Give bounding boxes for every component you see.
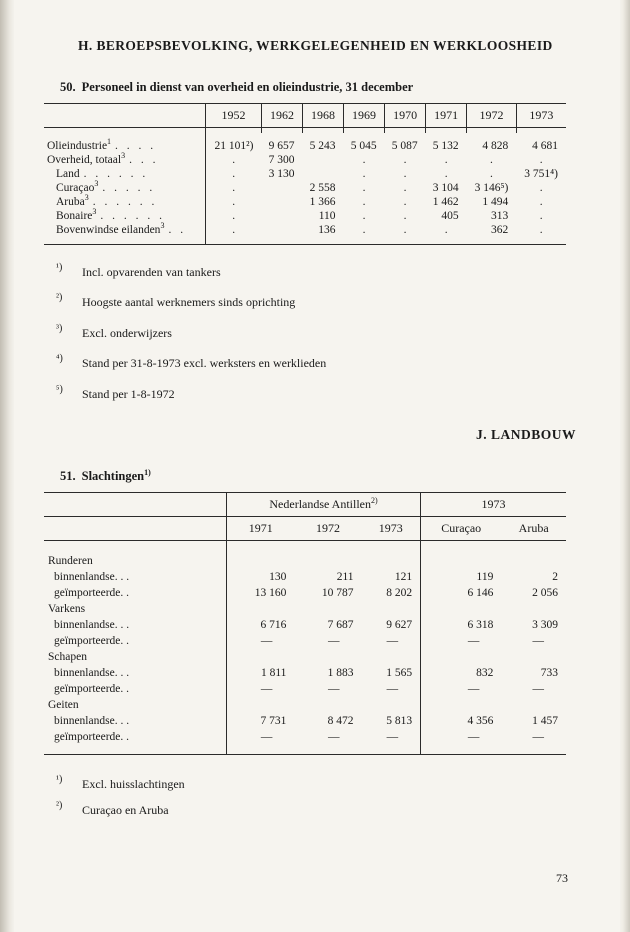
table-51-col-1971: 1971 <box>227 516 295 540</box>
footnote <box>56 292 580 310</box>
table-row-group-header <box>44 553 566 569</box>
table-row: Bonaire$^3$ . . . . . . . 110 . . 405 313 . <box>44 209 566 223</box>
table-51-title-footnote: 1) <box>144 467 151 477</box>
table-50-col-1952: 1952 <box>206 104 262 128</box>
table-row: Bovenwindse eilanden$^3$ . . . 136 . . . 362 . <box>44 223 566 237</box>
footnote-marker: ¹) <box>56 773 63 785</box>
row-label: geïmporteerde. . <box>54 634 130 647</box>
row-label: binnenlandse. . . <box>54 618 130 631</box>
table-row: binnenlandse. . . 6 716 7 687 9 627 6 318 3 309 <box>44 617 566 633</box>
table-row: binnenlandse. . . 7 731 8 472 5 813 4 356 1 457 <box>44 713 566 729</box>
table-51-col-1973: 1973 <box>362 516 421 540</box>
table-row: Aruba$^3$ . . . . . . . 1 366 . . 1 462 1 494 . <box>44 195 566 209</box>
group-label: Schapen <box>48 650 87 663</box>
table-51-column-header-row <box>44 516 566 540</box>
page-title: H. BEROEPSBEVOLKING, WERKGELEGENHEID EN WERKLOOSHEID <box>78 38 553 53</box>
row-label: Bonaire$^3$ . . . . . . <box>56 207 166 222</box>
table-51-bottom-rule <box>44 745 566 755</box>
footnote-marker: ²) <box>56 800 63 812</box>
table-50-title: Personeel in dienst van overheid en olieindustrie, 31 december <box>81 80 414 94</box>
table-row: geïmporteerde. . — — — — — <box>44 633 566 649</box>
table-50 <box>44 103 566 245</box>
footnote <box>56 773 580 791</box>
group-label: Varkens <box>48 602 86 615</box>
footnote-marker: ¹) <box>56 262 63 273</box>
table-51 <box>44 492 566 755</box>
row-label: geïmporteerde. . <box>54 586 130 599</box>
page-sheet <box>14 0 620 932</box>
row-label: Overheid, totaal$^3$ . . . <box>47 151 159 166</box>
footnote <box>56 383 580 401</box>
row-label: Curaçao$^3$ . . . . . <box>56 179 156 194</box>
table-50-col-1973: 1973 <box>516 104 566 128</box>
row-label: Land . . . . . . <box>56 168 149 180</box>
footnote-text: Incl. opvarenden van tankers <box>82 265 221 279</box>
row-label: Aruba$^3$ . . . . . . <box>56 193 158 208</box>
table-row: Curaçao$^3$ . . . . . . 2 558 . . 3 104 3 146⁵) . <box>44 181 566 195</box>
table-50-caption <box>60 80 580 95</box>
table-50-header-row <box>44 104 566 128</box>
table-50-col-1971: 1971 <box>426 104 467 128</box>
table-51-number: 51. <box>60 468 76 483</box>
page-number: 73 <box>556 871 568 885</box>
row-label: binnenlandse. . . <box>54 570 130 583</box>
table-row: geïmporteerde. . — — — — — <box>44 681 566 697</box>
table-50-col-1962: 1962 <box>261 104 302 128</box>
table-row-group-header <box>44 601 566 617</box>
table-51-group-header-row <box>44 492 566 516</box>
table-row: Land . . . . . . . 3 130 . . . . 3 751⁴) <box>44 167 566 181</box>
table-51-caption <box>60 469 580 484</box>
footnote-text: Curaçao en Aruba <box>82 803 169 818</box>
row-label: geïmporteerde. . <box>54 730 130 743</box>
footnote-text: Stand per 1-8-1972 <box>82 386 175 401</box>
table-50-bottom-rule <box>44 237 566 245</box>
footnote-marker: ⁵) <box>56 383 63 395</box>
table-50-col-1970: 1970 <box>385 104 426 128</box>
table-51-group-antillen: Nederlandse Antillen$^{2)}$ <box>227 492 421 516</box>
table-50-col-1968: 1968 <box>302 104 343 128</box>
table-row-group-header <box>44 649 566 665</box>
footnote-text: Excl. huisslachtingen <box>82 776 185 791</box>
table-51-col-aruba: Aruba <box>501 516 566 540</box>
table-51-col-curacao: Curaçao <box>421 516 502 540</box>
footnote-marker: ³) <box>56 322 63 334</box>
table-50-footnotes <box>56 262 580 401</box>
footnote-text: Hoogste aantal werknemers sinds oprichting <box>82 295 296 310</box>
page-content <box>47 30 580 830</box>
row-label: Olieindustrie$^1$ . . . . <box>47 137 157 152</box>
table-50-number: 50. <box>60 80 76 94</box>
table-row: binnenlandse. . . 1 811 1 883 1 565 832 733 <box>44 665 566 681</box>
table-51-footnotes <box>56 773 580 818</box>
table-50-col-1969: 1969 <box>344 104 385 128</box>
table-51-col-1972: 1972 <box>294 516 361 540</box>
row-label: binnenlandse. . . <box>54 666 130 679</box>
footnote-marker: ⁴) <box>56 353 63 365</box>
table-row: geïmporteerde. . 13 160 10 787 8 202 6 146 2 056 <box>44 585 566 601</box>
table-51-blank <box>44 516 227 540</box>
table-51-group-1973: 1973 <box>421 492 566 516</box>
footnote-text: Stand per 31-8-1973 excl. werksters en werklieden <box>82 356 327 371</box>
row-label: binnenlandse. . . <box>54 714 130 727</box>
table-row: Overheid, totaal$^3$ . . . . 7 300 . . . . . <box>44 153 566 167</box>
footnote <box>56 322 580 340</box>
table-row: Olieindustrie$^1$ . . . . 21 101²) 9 657 5 243 5 045 5 087 5 132 4 828 4 681 <box>44 139 566 153</box>
table-row-group-header <box>44 697 566 713</box>
table-50-corner <box>44 104 206 128</box>
group-label: Runderen <box>48 554 93 567</box>
table-51-corner <box>44 492 227 516</box>
table-row: geïmporteerde. . — — — — — <box>44 729 566 745</box>
table-51-title: Slachtingen <box>81 468 145 483</box>
row-label: geïmporteerde. . <box>54 682 130 695</box>
footnote <box>56 353 580 371</box>
group-label: Geiten <box>48 698 79 711</box>
footnote <box>56 262 580 279</box>
table-50-col-1972: 1972 <box>467 104 517 128</box>
table-51-header-rule <box>44 540 566 548</box>
chapter-heading-landbouw: J. LANDBOUW <box>475 426 576 442</box>
footnote-marker: ²) <box>56 292 63 304</box>
footnote-text: Excl. onderwijzers <box>82 325 172 340</box>
footnote <box>56 800 580 818</box>
row-label: Bovenwindse eilanden$^3$ . . <box>56 221 187 236</box>
table-row: binnenlandse. . . 130 211 121 119 2 <box>44 569 566 585</box>
